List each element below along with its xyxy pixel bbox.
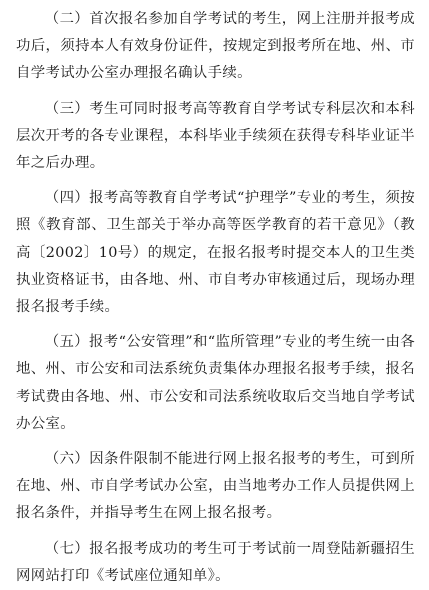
- paragraph-item-6: （六）因条件限制不能进行网上报名报考的考生，可到所在地、州、市自学考试办公室，由当地考办工作人员提供网上报名条件，并指导考生在网上报名报考。: [16, 451, 415, 522]
- paragraph-item-7: （七）报名报考成功的考生可于考试前一周登陆新疆招生网网站打印《考试座位通知单》。: [16, 540, 415, 584]
- paragraph-item-4: （四）报考高等教育自学考试“护理学”专业的考生，须按照《教育部、卫生部关于举办高等医学教育的若干意见》（教高〔2002〕10号）的规定，在报名报考时提交本人的卫生类执业资格证书，由各地、州、市自考办审核通过后，现场办理报名报考手续。: [16, 190, 415, 316]
- paragraph-item-2: （二）首次报名参加自学考试的考生，网上注册并报考成功后，须持本人有效身份证件，按规定到报考所在地、州、市自学考试办公室办理报名确认手续。: [16, 11, 415, 82]
- paragraph-item-5: （五）报考“公安管理”和“监所管理”专业的考生统一由各地、州、市公安和司法系统负责集体办理报名报考手续，报名考试费由各地、州、市公安和司法系统收取后交当地自学考试办公室。: [16, 334, 415, 432]
- paragraph-item-3: （三）考生可同时报考高等教育自学考试专科层次和本科层次开考的各专业课程，本科毕业手续须在获得专科毕业证半年之后办理。: [16, 100, 415, 172]
